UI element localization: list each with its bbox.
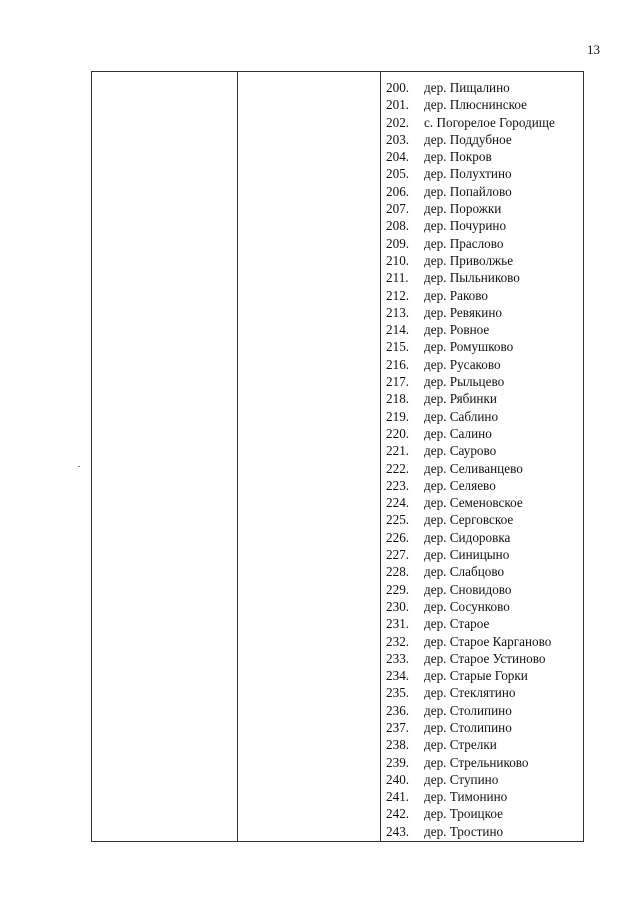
entry-name: дер. Саблино	[424, 408, 499, 424]
entry-number: 233.	[386, 650, 410, 666]
entry-number: 213.	[386, 304, 410, 320]
entry-number: 238.	[386, 737, 410, 753]
entry-name: дер. Ступино	[424, 771, 499, 787]
entry-name: дер. Синицыно	[424, 547, 510, 563]
list-item	[386, 131, 555, 148]
entry-number: 232.	[386, 633, 410, 649]
entry-number: 235.	[386, 685, 410, 701]
list-item	[386, 823, 555, 840]
entry-name: дер. Пыльниково	[424, 270, 520, 286]
entry-number: 237.	[386, 719, 410, 735]
list-item	[386, 165, 555, 182]
entry-number: 229.	[386, 581, 410, 597]
column-divider-2	[380, 72, 381, 841]
entry-number: 200.	[386, 80, 410, 95]
list-item	[386, 79, 555, 96]
list-item	[386, 563, 555, 580]
entry-number: 209.	[386, 235, 410, 251]
entry-name: дер. Троицкое	[424, 806, 503, 822]
list-item	[386, 287, 555, 304]
list-item	[386, 581, 555, 598]
entry-name: дер. Селиванцево	[424, 460, 523, 476]
entry-name: дер. Поддубное	[424, 131, 512, 147]
list-item	[386, 269, 555, 286]
list-item	[386, 425, 555, 442]
list-item	[386, 788, 555, 805]
list-item	[386, 200, 555, 217]
list-item	[386, 633, 555, 650]
entry-name: дер. Стрелки	[424, 737, 497, 753]
list-item	[386, 373, 555, 390]
entry-number: 239.	[386, 754, 410, 770]
entry-number: 224.	[386, 495, 410, 511]
entry-number: 208.	[386, 218, 410, 234]
entry-number: 226.	[386, 529, 410, 545]
entry-name: дер. Тимонино	[424, 789, 508, 805]
entry-number: 201.	[386, 97, 410, 113]
list-item	[386, 511, 555, 528]
settlements-table	[91, 71, 584, 842]
entry-number: 210.	[386, 252, 410, 268]
entry-number: 215.	[386, 339, 410, 355]
list-item	[386, 736, 555, 753]
list-item	[386, 217, 555, 234]
entry-name: дер. Стрельниково	[424, 754, 529, 770]
entry-name: дер. Старое	[424, 616, 490, 632]
entry-name: дер. Праслово	[424, 235, 504, 251]
entry-number: 219.	[386, 408, 410, 424]
entry-number: 221.	[386, 443, 410, 459]
list-item	[386, 650, 555, 667]
list-item	[386, 754, 555, 771]
entry-name: дер. Слабцово	[424, 564, 505, 580]
list-item	[386, 321, 555, 338]
entry-number: 240.	[386, 771, 410, 787]
entry-name: дер. Сосунково	[424, 598, 510, 614]
list-item	[386, 529, 555, 546]
entry-number: 211.	[386, 270, 409, 286]
entry-name: дер. Семеновское	[424, 495, 523, 511]
page-number: 13	[587, 42, 600, 57]
entry-name: дер. Плюснинское	[424, 97, 527, 113]
entry-number: 236.	[386, 702, 410, 718]
column-divider-1	[237, 72, 238, 841]
entry-number: 228.	[386, 564, 410, 580]
entry-number: 207.	[386, 201, 410, 217]
list-item	[386, 356, 555, 373]
entry-number: 205.	[386, 166, 410, 182]
entry-name: дер. Столипино	[424, 702, 512, 718]
entry-number: 202.	[386, 114, 410, 130]
entry-number: 217.	[386, 374, 410, 390]
entry-name: дер. Почурино	[424, 218, 507, 234]
list-item	[386, 252, 555, 269]
entry-name: дер. Селяево	[424, 477, 496, 493]
entry-number: 230.	[386, 598, 410, 614]
margin-mark	[78, 466, 80, 467]
entry-number: 243.	[386, 823, 410, 839]
entry-name: дер. Ревякино	[424, 304, 502, 320]
entry-name: дер. Серговское	[424, 512, 514, 528]
entry-name: дер. Ровное	[424, 322, 490, 338]
entry-number: 222.	[386, 460, 410, 476]
list-item	[386, 235, 555, 252]
list-item	[386, 771, 555, 788]
entry-name: дер. Рябинки	[424, 391, 497, 407]
list-item	[386, 338, 555, 355]
entry-number: 220.	[386, 425, 410, 441]
entry-name: дер. Сидоровка	[424, 529, 511, 545]
entry-name: дер. Саурово	[424, 443, 497, 459]
entry-name: дер. Полухтино	[424, 166, 512, 182]
entry-number: 204.	[386, 149, 410, 165]
list-item	[386, 494, 555, 511]
entry-name: дер. Рыльцево	[424, 374, 505, 390]
entry-number: 212.	[386, 287, 410, 303]
entry-number: 203.	[386, 131, 410, 147]
entry-name: дер. Тростино	[424, 823, 504, 839]
entry-name: дер. Столипино	[424, 719, 512, 735]
entry-number: 231.	[386, 616, 410, 632]
entry-name: с. Погорелое Городище	[424, 114, 555, 130]
entry-name: дер. Сновидово	[424, 581, 512, 597]
entry-number: 242.	[386, 806, 410, 822]
entry-name: дер. Пищалино	[424, 80, 510, 95]
entry-number: 223.	[386, 477, 410, 493]
entry-name: дер. Салино	[424, 425, 492, 441]
list-item	[386, 667, 555, 684]
entry-name: дер. Русаково	[424, 356, 501, 372]
list-item	[386, 304, 555, 321]
list-item	[386, 477, 555, 494]
list-item	[386, 442, 555, 459]
entry-number: 234.	[386, 668, 410, 684]
list-item	[386, 615, 555, 632]
entry-name: дер. Покров	[424, 149, 492, 165]
list-item	[386, 408, 555, 425]
entry-name: дер. Раково	[424, 287, 488, 303]
list-item	[386, 390, 555, 407]
list-item	[386, 684, 555, 701]
entry-name: дер. Старое Устиново	[424, 650, 546, 666]
list-item	[386, 460, 555, 477]
list-item	[386, 183, 555, 200]
list-item	[386, 148, 555, 165]
list-item	[386, 719, 555, 736]
entry-name: дер. Приволжье	[424, 252, 514, 268]
list-item	[386, 114, 555, 131]
entry-name: дер. Старые Горки	[424, 668, 528, 684]
entry-number: 216.	[386, 356, 410, 372]
entry-number: 225.	[386, 512, 410, 528]
entry-name: дер. Ромушково	[424, 339, 514, 355]
entry-name: дер. Порожки	[424, 201, 502, 217]
entry-number: 227.	[386, 547, 410, 563]
list-item	[386, 598, 555, 615]
list-item	[386, 805, 555, 822]
list-item	[386, 702, 555, 719]
entry-name: дер. Стеклятино	[424, 685, 516, 701]
settlement-list	[386, 79, 555, 840]
entry-name: дер. Попайлово	[424, 183, 512, 199]
entry-number: 241.	[386, 789, 410, 805]
entry-name: дер. Старое Карганово	[424, 633, 552, 649]
list-item	[386, 546, 555, 563]
list-item	[386, 96, 555, 113]
entry-number: 214.	[386, 322, 410, 338]
entry-number: 206.	[386, 183, 410, 199]
entry-number: 218.	[386, 391, 410, 407]
